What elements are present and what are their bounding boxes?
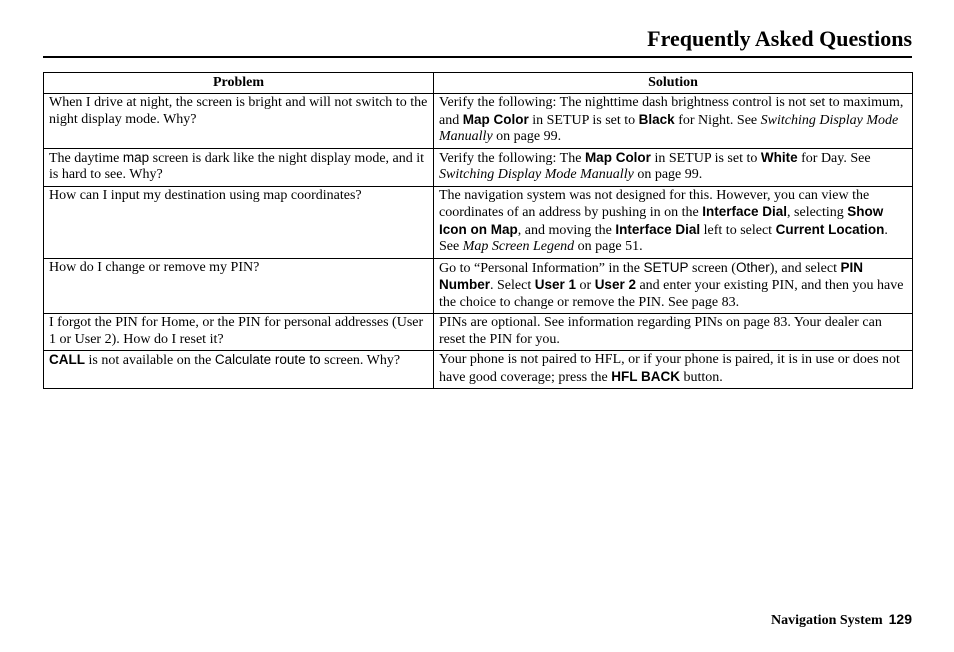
column-header-problem: Problem [44,73,434,94]
problem-cell [44,314,434,351]
faq-table [43,72,913,389]
problem-text: Calculate route to [214,352,321,367]
table-row [44,94,913,149]
problem-text: CALL [49,352,85,367]
page-number: 129 [888,611,912,627]
solution-text: on page 99. [633,167,703,182]
solution-text: for Day. See [797,150,871,166]
problem-text: I forgot the PIN for Home, or the PIN for personal addresses (User 1 or User 2). How do I reset it? [49,315,424,347]
solution-cell [434,258,913,314]
solution-text: in SETUP is set to [650,150,761,166]
page-title: Frequently Asked Questions [647,26,912,51]
solution-text: . See [439,222,888,254]
page-header [43,26,912,56]
problem-text: map [122,149,150,165]
solution-cell [434,186,913,258]
problem-cell [44,94,434,149]
table-row [44,351,913,389]
table-row [44,148,913,186]
solution-text: ), and select [769,260,841,276]
faq-table-body [44,94,913,389]
problem-text: How do I change or remove my PIN? [49,259,260,275]
solution-text: PIN Number [439,259,863,292]
solution-cell [434,94,913,149]
solution-text: and enter your existing PIN, and then you have the choice to change or remove the PIN. See page 83. [439,278,904,310]
solution-text: Map Color [584,149,651,165]
problem-cell [44,351,434,389]
solution-text: White [760,149,798,165]
solution-text: Interface Dial [702,204,788,219]
solution-text: Map Screen Legend [462,239,575,254]
solution-text: Other [735,259,770,275]
solution-text: Switching Display Mode Manually [439,112,899,144]
table-row [44,186,913,258]
solution-text: in SETUP is set to [528,112,639,128]
solution-text: Verify the following: The nighttime dash brightness control is not set to maximum, and [439,95,904,128]
solution-text: Current Location [775,221,885,237]
problem-cell [44,258,434,314]
solution-cell [434,351,913,389]
problem-cell [44,186,434,258]
solution-text: SETUP [643,259,689,275]
solution-text: for Night. See [674,112,761,128]
solution-text: PINs are optional. See information regarding PINs on page 83. Your dealer can reset the PIN for you. [439,315,882,347]
problem-cell [44,148,434,186]
problem-text: The daytime [49,150,123,166]
solution-text: Your phone is not paired to HFL, or if your phone is paired, it is in use or does not have good coverage; press the [439,352,900,385]
solution-text: or [576,278,595,293]
problem-text: screen. Why? [320,353,401,368]
problem-text: How can I input my destination using map coordinates? [49,187,362,203]
solution-text: Switching Display Mode Manually [439,167,634,182]
problem-text: is not available on the [85,353,215,368]
solution-text: , and moving the [517,222,616,238]
solution-text: User 1 [534,277,577,292]
solution-text: button. [679,369,723,385]
solution-text: The navigation system was not designed for this. However, you can view the coordinates of an address by pushing in on the [439,187,870,220]
table-header-row [44,73,913,94]
table-row [44,258,913,314]
solution-text: User 2 [594,277,636,292]
solution-text: Show Icon on Map [439,204,884,237]
solution-text: screen ( [688,260,736,276]
solution-text: on page 51. [574,239,643,254]
solution-text: Map Color [462,111,529,127]
problem-text: When I drive at night, the screen is bright and will not switch to the night display mode. Why? [49,95,428,127]
solution-cell [434,314,913,351]
page-footer [771,611,912,629]
problem-text: screen is dark like the night display mode, and it is hard to see. Why? [49,150,425,182]
solution-text: Verify the following: The [439,150,585,166]
column-header-solution: Solution [434,73,913,94]
section-name: Navigation System [771,613,883,628]
table-row [44,314,913,351]
solution-cell [434,148,913,186]
solution-text: Go to “Personal Information” in the [439,260,644,276]
solution-text: left to select [700,222,776,238]
solution-text: . Select [490,278,535,293]
solution-text: Black [638,111,675,127]
header-rule [43,56,912,58]
solution-text: on page 99. [492,129,562,144]
solution-text: Interface Dial [615,221,701,237]
solution-text: , selecting [787,205,848,220]
solution-text: HFL BACK [611,368,680,384]
